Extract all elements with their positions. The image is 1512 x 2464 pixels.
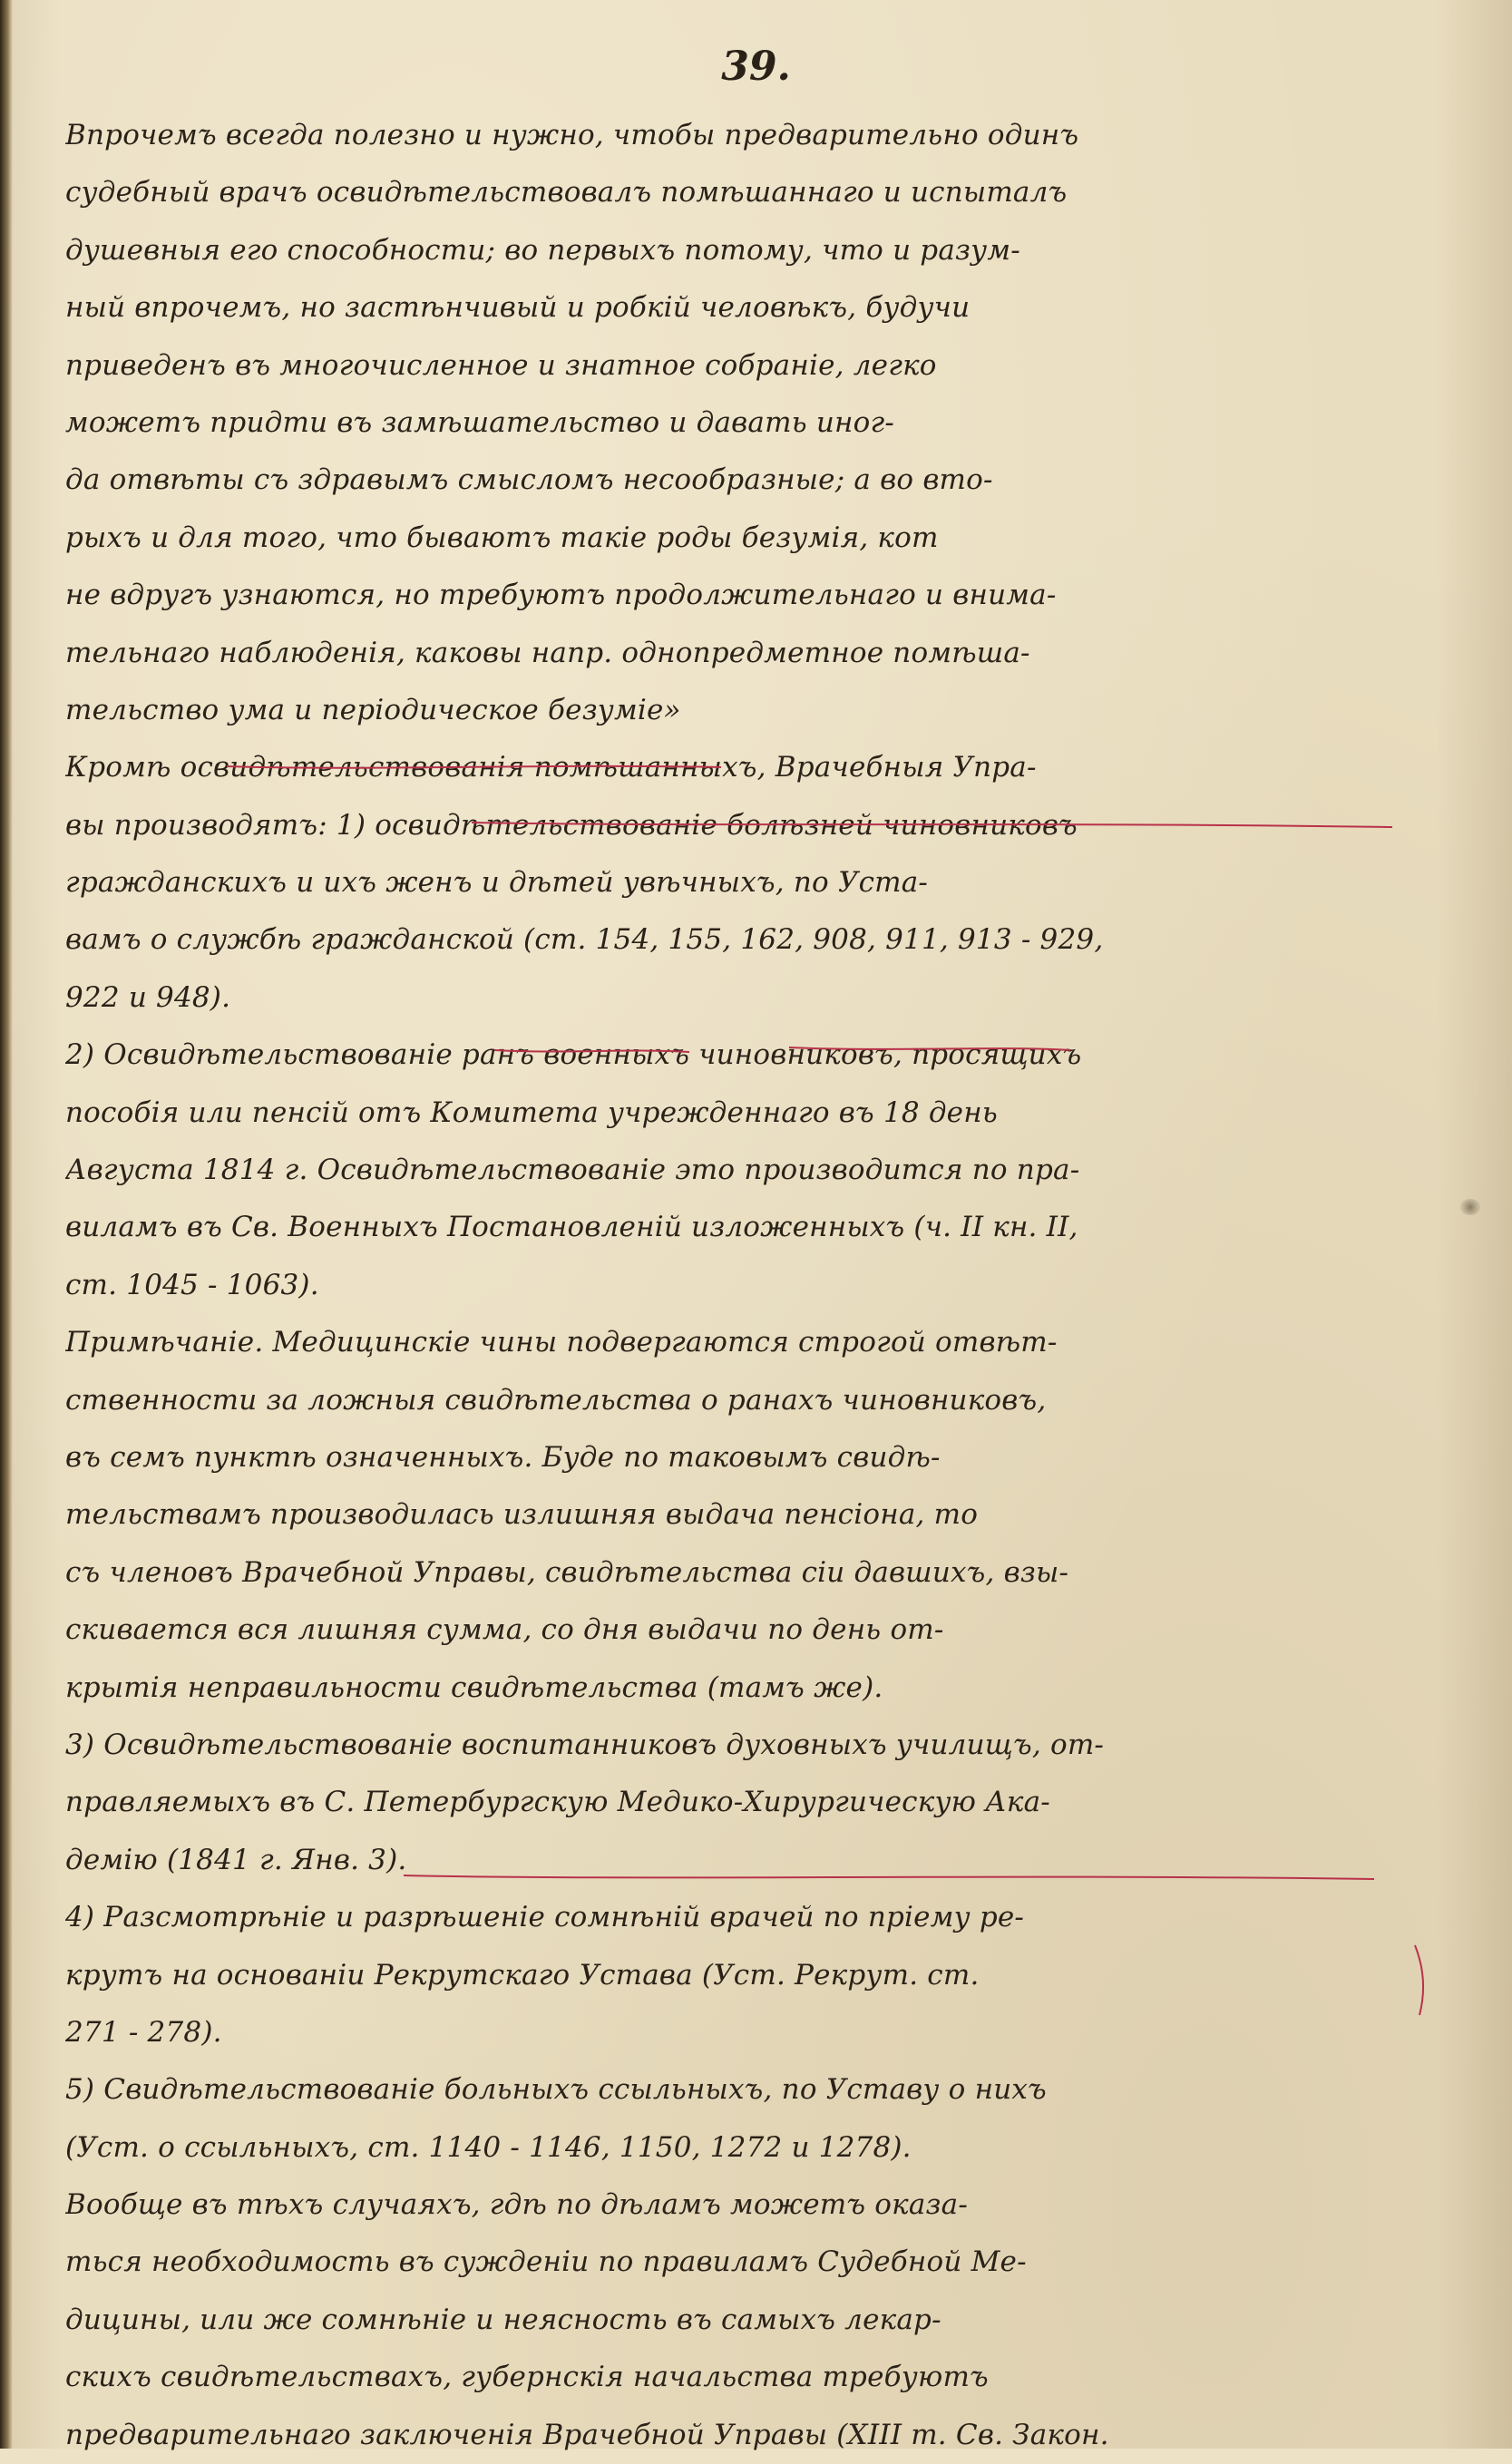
text-line: Примѣчаніе. Медицинскіе чины подвергаются строгой отвѣт- <box>65 1326 1058 1359</box>
text-line: Августа 1814 г. Освидѣтельствованіе это производится по пра- <box>65 1154 1080 1187</box>
text-line: правляемыхъ въ С. Петербургскую Медико-Хирургическую Ака- <box>65 1786 1050 1819</box>
text-line: душевныя его способности; во первыхъ потому, что и разум- <box>65 233 1020 267</box>
text-line: 5) Свидѣтельствованіе больныхъ ссыльныхъ, по Уставу о нихъ <box>65 2073 1047 2107</box>
text-line: можетъ придти въ замѣшательство и давать иног- <box>65 405 895 439</box>
text-line: скивается вся лишняя сумма, со дня выдачи по день от- <box>65 1613 944 1647</box>
text-line: рыхъ и для того, что бываютъ такіе роды безумія, кот <box>65 521 939 554</box>
text-line: скихъ свидѣтельствахъ, губернскія начальства требуютъ <box>65 2361 989 2394</box>
manuscript-text <box>65 107 1399 2464</box>
ink-stain <box>1460 1199 1480 1215</box>
text-line: приведенъ въ многочисленное и знатное собраніе, легко <box>65 348 937 382</box>
text-line: демію (1841 г. Янв. 3). <box>65 1843 407 1876</box>
text-line: въ семъ пунктѣ означенныхъ. Буде по таковымъ свидѣ- <box>65 1440 941 1474</box>
text-line: съ членовъ Врачебной Управы, свидѣтельства сіи давшихъ, взы- <box>65 1555 1069 1589</box>
text-line: ственности за ложныя свидѣтельства о ранахъ чиновниковъ, <box>65 1383 1047 1417</box>
text-line: вы производятъ: 1) освидѣтельствованіе болѣзней чиновниковъ <box>65 808 1078 842</box>
page-edge-shadow <box>0 0 13 2449</box>
text-line: 4) Разсмотрѣніе и разрѣшеніе сомнѣній врачей по пріему ре- <box>65 1901 1025 1934</box>
text-line: да отвѣты съ здравымъ смысломъ несообразные; а во вто- <box>65 463 993 497</box>
text-line: пособія или пенсій отъ Комитета учрежденнаго въ 18 день <box>65 1096 998 1129</box>
text-line: дицины, или же сомнѣніе и неясность въ самыхъ лекар- <box>65 2303 941 2336</box>
text-line: виламъ въ Св. Военныхъ Постановленій изложенныхъ (ч. II кн. II, <box>65 1211 1078 1244</box>
text-line: ст. 1045 - 1063). <box>65 1268 319 1301</box>
text-line: судебный врачъ освидѣтельствовалъ помѣшаннаго и испыталъ <box>65 176 1068 209</box>
text-line: Впрочемъ всегда полезно и нужно, чтобы предварительно одинъ <box>65 119 1079 151</box>
text-line: тельствамъ производилась излишняя выдача пенсіона, то <box>65 1498 979 1532</box>
text-line: 922 и 948). <box>65 980 231 1014</box>
text-line: тельство ума и періодическое безуміе» <box>65 693 681 726</box>
page-number: 39. <box>721 44 791 90</box>
red-margin-mark <box>1415 1945 1423 2015</box>
text-line: Вообще въ тѣхъ случаяхъ, гдѣ по дѣламъ можетъ оказа- <box>65 2188 969 2222</box>
text-line: (Уст. о ссыльныхъ, ст. 1140 - 1146, 1150, 1272 и 1278). <box>65 2130 912 2164</box>
text-line: не вдругъ узнаются, но требуютъ продолжительнаго и внима- <box>65 579 1057 612</box>
text-line: ться необходимость въ сужденіи по правиламъ Судебной Ме- <box>65 2245 1027 2279</box>
text-line: крутъ на основаніи Рекрутскаго Устава (Уст. Рекрут. ст. <box>65 1958 980 1992</box>
text-line: ный впрочемъ, но застѣнчивый и робкій человѣкъ, будучи <box>65 291 971 325</box>
text-line: тельнаго наблюденія, каковы напр. однопредметное помѣша- <box>65 636 1030 669</box>
text-line: Кромѣ освидѣтельствованія помѣшанныхъ, Врачебныя Упра- <box>65 751 1037 784</box>
text-line: 3) Освидѣтельствованіе воспитанниковъ духовныхъ училищъ, от- <box>65 1728 1105 1761</box>
text-line: 2) Освидѣтельствованіе ранъ военныхъ чиновниковъ, просящихъ <box>65 1038 1082 1072</box>
text-line: предварительнаго заключенія Врачебной Управы (XIII т. Св. Закон. <box>65 2418 1109 2451</box>
text-line: 271 - 278). <box>65 2015 222 2049</box>
text-line: вамъ о службѣ гражданской (ст. 154, 155, 162, 908, 911, 913 - 929, <box>65 923 1104 957</box>
text-line: гражданскихъ и ихъ женъ и дѣтей увѣчныхъ, по Уста- <box>65 866 929 900</box>
text-line: крытія неправильности свидѣтельства (тамъ же). <box>65 1670 883 1704</box>
